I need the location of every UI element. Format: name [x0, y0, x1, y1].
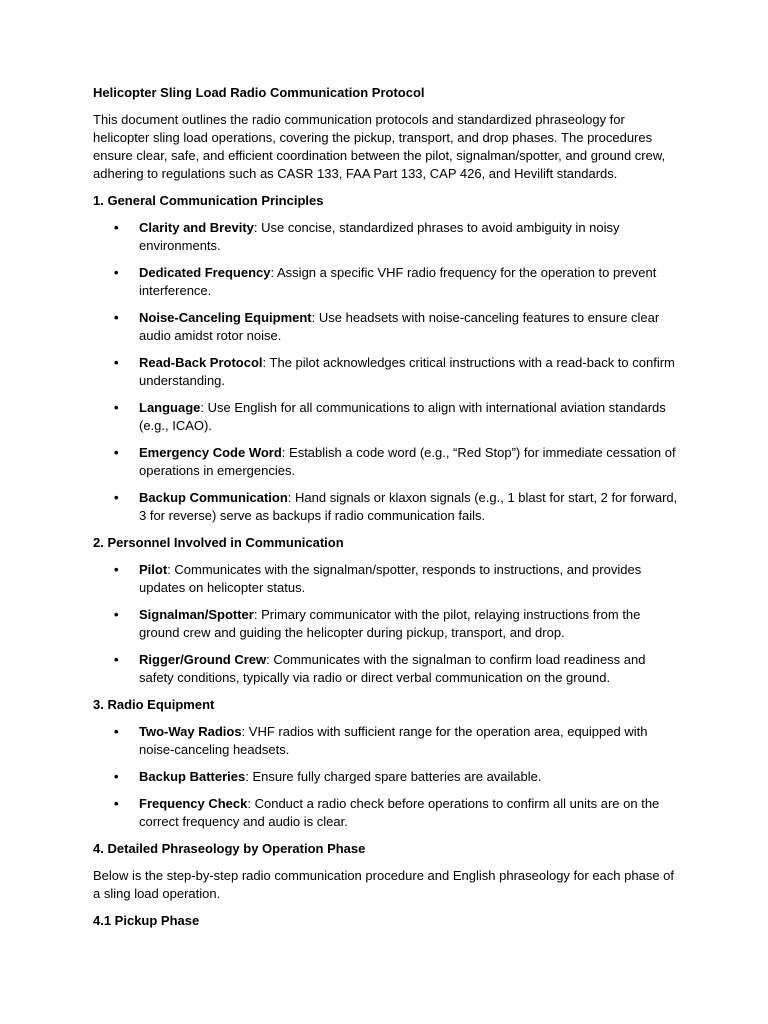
list-item	[93, 723, 683, 759]
list-item-term: Clarity and Brevity	[139, 220, 254, 235]
section-heading: 4. Detailed Phraseology by Operation Phase	[93, 841, 366, 856]
bullet-icon: •	[114, 724, 119, 739]
list-item	[93, 444, 683, 480]
intro-paragraph: This document outlines the radio communication protocols and standardized phraseology for helicopter sling load operations, covering the pickup, transport, and drop phases. The procedures ensure clear, safe, and efficient coordination between the pilot, signalman/spotter, and ground crew, adhering to regulations such as CASR 133, FAA Part 133, CAP 426, and Hevilift standards.	[93, 112, 666, 181]
list-item-term: Pilot	[139, 562, 168, 577]
list-item-text: : Use headsets with noise-canceling features to ensure clear audio amidst rotor noise.	[139, 310, 660, 343]
list-item	[93, 561, 683, 597]
list-item-term: Two-Way Radios	[139, 724, 242, 739]
list-item	[93, 309, 683, 345]
section-heading: 2. Personnel Involved in Communication	[93, 535, 344, 550]
list-item-term: Backup Communication	[139, 490, 288, 505]
list-item-term: Signalman/Spotter	[139, 607, 254, 622]
list-item-text: : Hand signals or klaxon signals (e.g., 1 blast for start, 2 for forward, 3 for reverse) serve as backups if radio communication fails.	[139, 490, 678, 523]
section-paragraph: Below is the step-by-step radio communication procedure and English phraseology for each phase of a sling load operation.	[93, 868, 675, 901]
list-item-text: : Use concise, standardized phrases to avoid ambiguity in noisy environments.	[139, 220, 620, 253]
list-item-text: : The pilot acknowledges critical instructions with a read-back to confirm understanding.	[139, 355, 675, 388]
bullet-list	[93, 723, 683, 831]
list-item-text: : Ensure fully charged spare batteries are available.	[245, 769, 542, 784]
list-item-text: : VHF radios with sufficient range for the operation area, equipped with noise-canceling headsets.	[139, 724, 648, 757]
subsection-heading: 4.1 Pickup Phase	[93, 913, 200, 928]
bullet-icon: •	[114, 400, 119, 415]
list-item	[93, 606, 683, 642]
list-item	[93, 219, 683, 255]
list-item-text: : Use English for all communications to align with international aviation standards (e.g., ICAO).	[139, 400, 666, 433]
list-item-text: : Communicates with the signalman to confirm load readiness and safety conditions, typically via radio or direct verbal communication on the ground.	[139, 652, 646, 685]
bullet-icon: •	[114, 445, 119, 460]
bullet-icon: •	[114, 355, 119, 370]
list-item	[93, 354, 683, 390]
list-item	[93, 399, 683, 435]
list-item-text: : Assign a specific VHF radio frequency for the operation to prevent interference.	[139, 265, 657, 298]
bullet-icon: •	[114, 220, 119, 235]
list-item	[93, 489, 683, 525]
list-item	[93, 795, 683, 831]
section-heading: 1. General Communication Principles	[93, 193, 324, 208]
bullet-icon: •	[114, 607, 119, 622]
bullet-list	[93, 219, 683, 525]
list-item-term: Frequency Check	[139, 796, 248, 811]
list-item-term: Dedicated Frequency	[139, 265, 271, 280]
bullet-icon: •	[114, 652, 119, 667]
document-page	[93, 84, 683, 939]
document-title: Helicopter Sling Load Radio Communication Protocol	[93, 85, 425, 100]
bullet-icon: •	[114, 796, 119, 811]
list-item	[93, 651, 683, 687]
bullet-icon: •	[114, 310, 119, 325]
list-item-term: Noise-Canceling Equipment	[139, 310, 312, 325]
list-item-text: : Communicates with the signalman/spotter, responds to instructions, and provides updates on helicopter status.	[139, 562, 642, 595]
bullet-icon: •	[114, 265, 119, 280]
bullet-list	[93, 561, 683, 687]
bullet-icon: •	[114, 490, 119, 505]
list-item-text: : Establish a code word (e.g., “Red Stop”) for immediate cessation of operations in emergencies.	[139, 445, 676, 478]
list-item	[93, 264, 683, 300]
list-item-text: : Conduct a radio check before operations to confirm all units are on the correct frequency and audio is clear.	[139, 796, 660, 829]
list-item	[93, 768, 683, 786]
bullet-icon: •	[114, 769, 119, 784]
list-item-term: Backup Batteries	[139, 769, 246, 784]
section-heading: 3. Radio Equipment	[93, 697, 215, 712]
list-item-text: : Primary communicator with the pilot, relaying instructions from the ground crew and guiding the helicopter during pickup, transport, and drop.	[139, 607, 641, 640]
list-item-term: Language	[139, 400, 201, 415]
list-item-term: Read-Back Protocol	[139, 355, 263, 370]
list-item-term: Rigger/Ground Crew	[139, 652, 267, 667]
document-sections	[93, 192, 683, 903]
bullet-icon: •	[114, 562, 119, 577]
list-item-term: Emergency Code Word	[139, 445, 282, 460]
